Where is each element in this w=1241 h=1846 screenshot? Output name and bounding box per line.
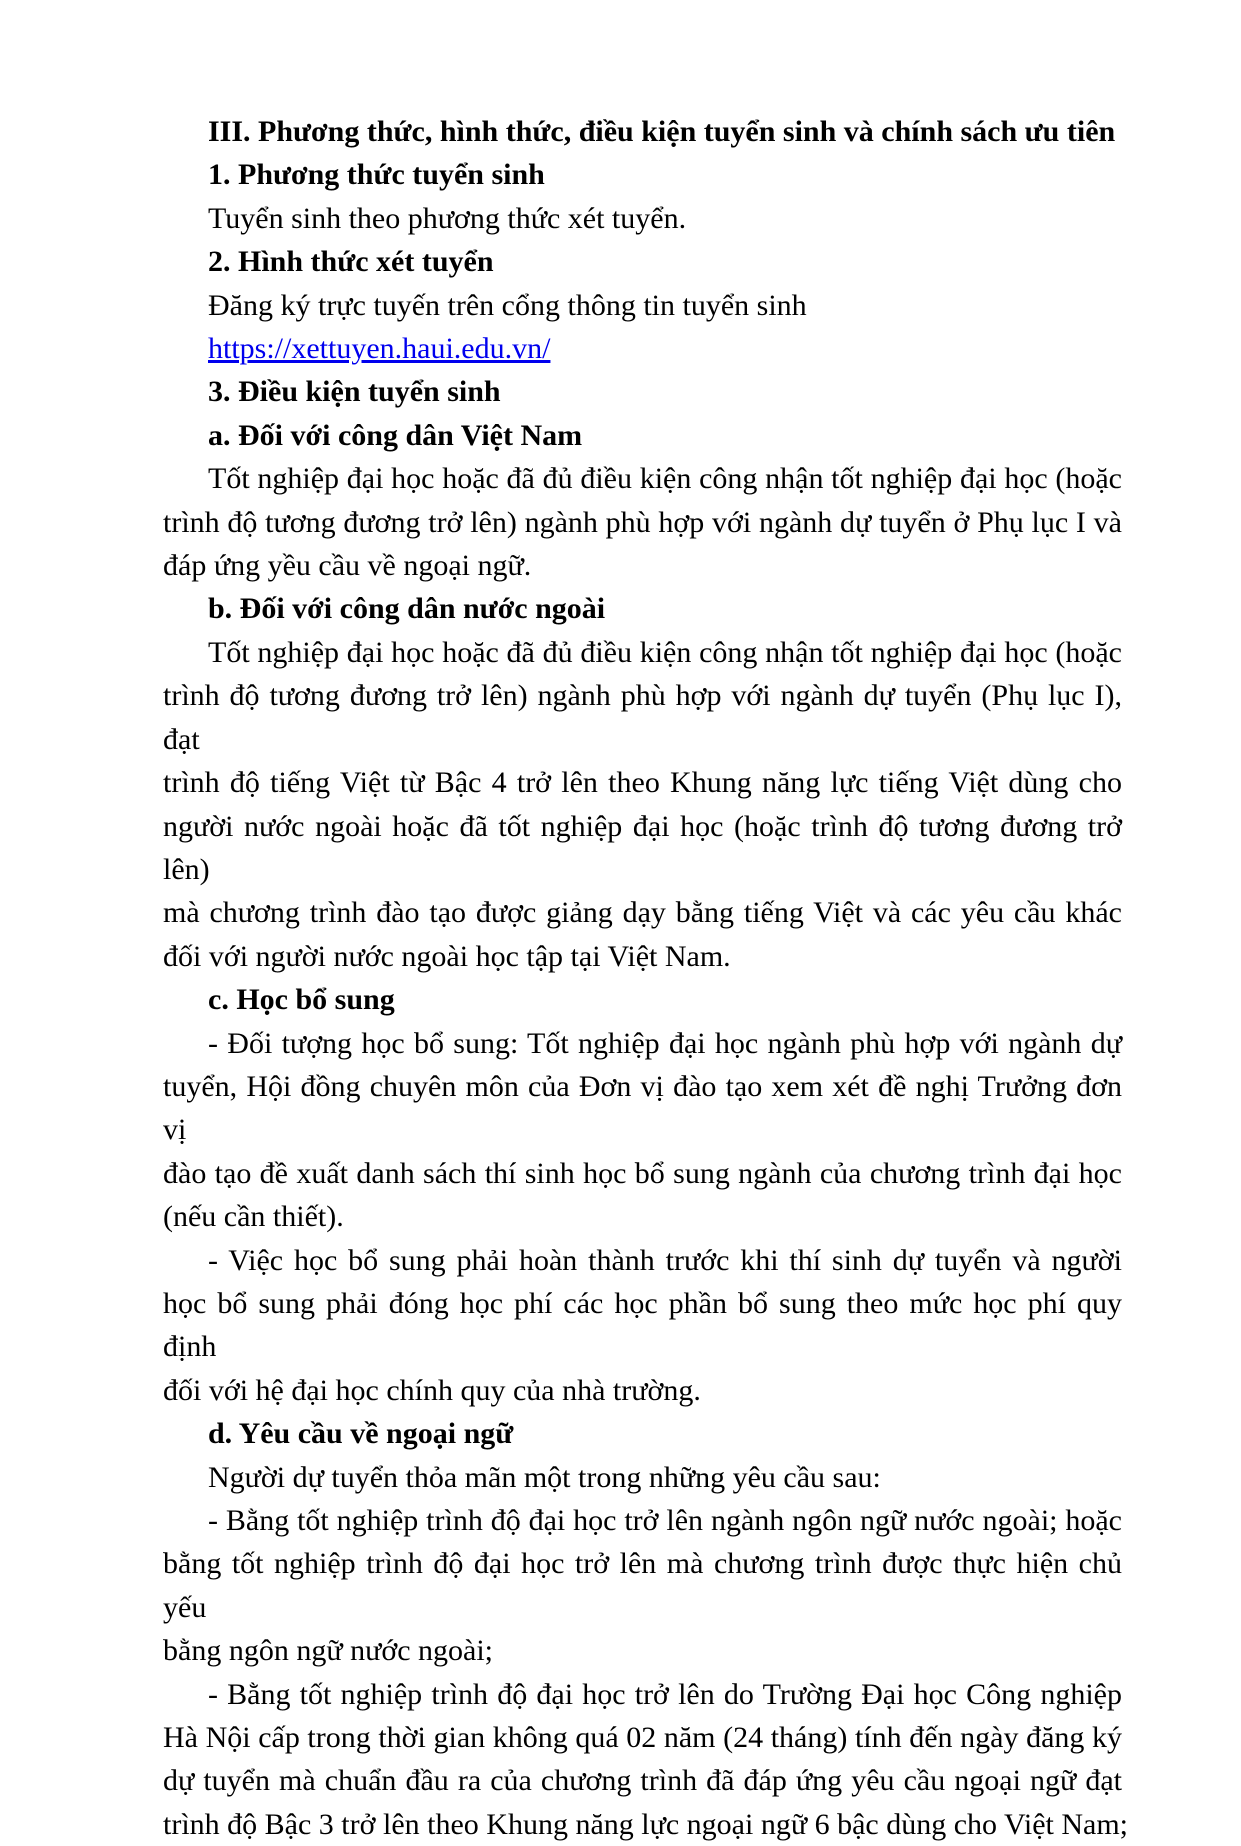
body-line: Đăng ký trực tuyến trên cổng thông tin tuyển sinh xyxy=(208,288,807,322)
section-heading: b. Đối với công dân nước ngoài xyxy=(208,592,606,626)
paragraph-line: Tốt nghiệp đại học hoặc đã đủ điều kiện công nhận tốt nghiệp đại học (hoặc xyxy=(208,635,1122,669)
section-heading: c. Học bổ sung xyxy=(208,983,395,1017)
paragraph-line: - Đối tượng học bổ sung: Tốt nghiệp đại học ngành phù hợp với ngành dự xyxy=(208,1026,1122,1060)
admission-portal-link[interactable]: https://xettuyen.haui.edu.vn/ xyxy=(208,332,551,366)
paragraph-line: (nếu cần thiết). xyxy=(163,1200,344,1234)
paragraph-line: đáp ứng yều cầu về ngoại ngữ. xyxy=(163,549,532,583)
section-heading: 1. Phương thức tuyển sinh xyxy=(208,158,545,192)
paragraph-line: trình độ tương đương trở lên) ngành phù hợp với ngành dự tuyển (Phụ lục I), đạt xyxy=(163,679,1122,756)
paragraph-line: bằng ngôn ngữ nước ngoài; xyxy=(163,1634,493,1668)
paragraph-line: Tốt nghiệp đại học hoặc đã đủ điều kiện công nhận tốt nghiệp đại học (hoặc xyxy=(208,462,1122,496)
paragraph-line: tuyển, Hội đồng chuyên môn của Đơn vị đào tạo xem xét đề nghị Trưởng đơn vị xyxy=(163,1069,1122,1147)
section-heading: 2. Hình thức xét tuyển xyxy=(208,245,494,279)
paragraph-line: - Việc học bổ sung phải hoàn thành trước khi thí sinh dự tuyển và người xyxy=(208,1243,1122,1277)
section-heading: d. Yêu cầu về ngoại ngữ xyxy=(208,1417,514,1451)
paragraph-line: học bổ sung phải đóng học phí các học phần bổ sung theo mức học phí quy định xyxy=(163,1286,1122,1364)
section-heading: III. Phương thức, hình thức, điều kiện tuyển sinh và chính sách ưu tiên xyxy=(208,115,1116,148)
paragraph-line: dự tuyển mà chuẩn đầu ra của chương trình đã đáp ứng yêu cầu ngoại ngữ đạt xyxy=(163,1764,1122,1798)
paragraph-line: mà chương trình đào tạo được giảng dạy bằng tiếng Việt và các yêu cầu khác xyxy=(163,896,1122,930)
paragraph-line: - Bằng tốt nghiệp trình độ đại học trở lên ngành ngôn ngữ nước ngoài; hoặc xyxy=(208,1504,1122,1537)
link-line xyxy=(163,327,1122,370)
paragraph-line: bằng tốt nghiệp trình độ đại học trở lên mà chương trình được thực hiện chủ yếu xyxy=(163,1547,1122,1624)
paragraph-line: người nước ngoài hoặc đã tốt nghiệp đại học (hoặc trình độ tương đương trở lên) xyxy=(163,809,1122,886)
paragraph-line: đối với người nước ngoài học tập tại Việt Nam. xyxy=(163,939,731,973)
paragraph-line: đối với hệ đại học chính quy của nhà trường. xyxy=(163,1373,701,1407)
paragraph-line: trình độ tiếng Việt từ Bậc 4 trở lên theo Khung năng lực tiếng Việt dùng cho xyxy=(163,766,1122,800)
paragraph-line: - Bằng tốt nghiệp trình độ đại học trở lên do Trường Đại học Công nghiệp xyxy=(208,1677,1122,1711)
body-line: Tuyển sinh theo phương thức xét tuyển. xyxy=(208,201,687,235)
paragraph-line: trình độ tương đương trở lên) ngành phù hợp với ngành dự tuyển ở Phụ lục I và xyxy=(163,505,1122,539)
section-heading: a. Đối với công dân Việt Nam xyxy=(208,418,583,452)
section-heading: 3. Điều kiện tuyển sinh xyxy=(208,375,501,409)
paragraph-line: đào tạo đề xuất danh sách thí sinh học bổ sung ngành của chương trình đại học xyxy=(163,1156,1122,1190)
body-line: Người dự tuyển thỏa mãn một trong những yêu cầu sau: xyxy=(208,1460,881,1494)
paragraph-line: Hà Nội cấp trong thời gian không quá 02 năm (24 tháng) tính đến ngày đăng ký xyxy=(163,1721,1122,1755)
paragraph-line: trình độ Bậc 3 trở lên theo Khung năng lực ngoại ngữ 6 bậc dùng cho Việt Nam; xyxy=(163,1807,1128,1841)
